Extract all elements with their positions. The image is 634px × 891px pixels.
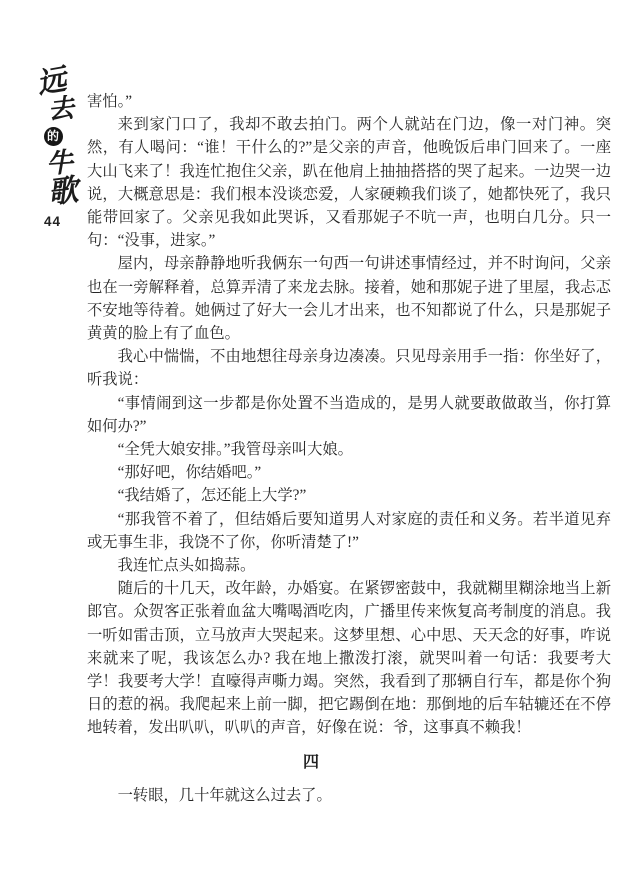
paragraph: “我结婚了，怎还能上大学?” (117, 487, 307, 505)
book-title-calligraphy (28, 63, 88, 211)
paragraph: 我心中惴惴，不由地想往母亲身边凑凑。只见母亲用手一指：你坐好了，听我说： (87, 348, 611, 389)
paragraph: 害怕。” (87, 93, 133, 110)
paragraph: “全凭大娘安排。”我管母亲叫大娘。 (117, 441, 353, 459)
body-text (87, 90, 611, 807)
closing-paragraph: 一转眼，几十年就这么过去了。 (117, 786, 332, 804)
paragraph: “那好吧，你结婚吧。” (117, 464, 262, 482)
paragraph: 来到家门口了，我却不敢去拍门。两个人就站在门边，像一对门神。突然，有人喝问：“谁！干什么的?”是父亲的声音，他晚饭后串门回来了。一座大山飞来了！我连忙抱住父亲，趴在他肩上抽抽搭搭的哭了起来。一边哭一边说，大概意思是：我们根本没谈恋爱，人家硬赖我们谈了，她都快死了，我只能带回家了。父亲见我如此哭诉，又看那妮子不吭一声，也明白几分。只一句：“没事，进家。” (87, 116, 611, 250)
title-char-qu: 去 (46, 93, 76, 126)
title-char-de-circled: 的 (44, 127, 63, 146)
page-number: 44 (44, 214, 62, 229)
section-heading: 四 (302, 753, 319, 771)
paragraph: 我连忙点头如捣蒜。 (117, 557, 256, 575)
title-char-niu: 牛 (44, 146, 74, 179)
paragraph: 随后的十几天，改年龄，办婚宴。在紧锣密鼓中，我就糊里糊涂地当上新郎官。众贺客正张着血盆大嘴喝酒吃肉，广播里传来恢复高考制度的消息。我一听如雷击顶，立马放声大哭起来。这梦里想、心中思、天天念的好事，咋说来就来了呢，我该怎么办? 我在地上撒泼打滚，就哭叫着一句话：我要考大学！我要考大学！直嚎得声嘶力竭。突然，我看到了那辆自行车，都是你个狗日的惹的祸。我爬起来上前一脚，把它踢倒在地：那倒地的后车轱辘还在不停地转着，发出叭叭，叭叭的声音，好像在说：爷，这事真不赖我！ (87, 580, 611, 737)
paragraph: 屋内，母亲静静地听我俩东一句西一句讲述事情经过，并不时询问，父亲也在一旁解释着，总算弄清了来龙去脉。接着，她和那妮子进了里屋，我忐忑不安地等待着。她俩过了好大一会儿才出来，也不知都说了什么，只是那妮子黄黄的脸上有了血色。 (87, 255, 611, 343)
title-char-ge: 歌 (46, 173, 80, 211)
paragraph: “事情闹到这一步都是你处置不当造成的，是男人就要敢做敢当，你打算如何办?” (87, 394, 611, 435)
paragraph: “那我管不着了，但结婚后要知道男人对家庭的责任和义务。若半道见弃或无事生非，我饶不了你，你听清楚了!” (87, 510, 611, 551)
title-char-yuan: 远 (34, 63, 70, 101)
